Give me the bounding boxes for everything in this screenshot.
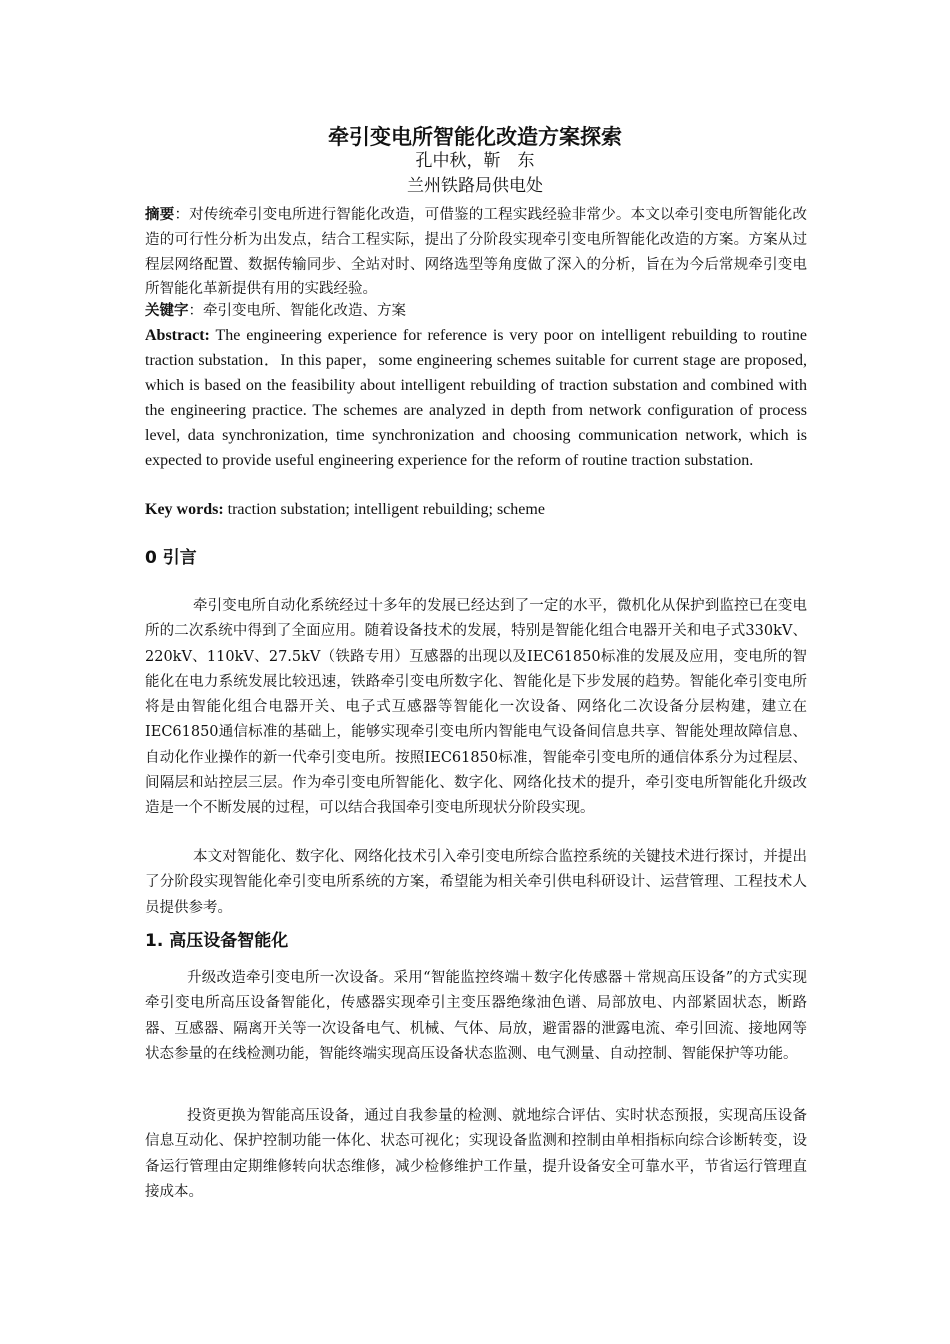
abstract-zh-label: 摘要 (145, 206, 175, 223)
keywords-en (145, 498, 807, 522)
abstract-zh-text: ：对传统牵引变电所进行智能化改造，可借鉴的工程实践经验非常少。本文以牵引变电所智能化改造的可行性分析为出发点，结合工程实际，提出了分阶段实现牵引变电所智能化改造的方案。方案从过程层网络配置、数据传输同步、全站对时、网络选型等角度做了深入的分析，旨在为今后常规牵引变电所智能化革新提供有用的实践经验。 (145, 207, 808, 298)
section-heading-introduction: 0 引言 (145, 548, 197, 568)
keywords-zh-label: 关键字 (145, 302, 189, 319)
abstract-en (145, 323, 807, 473)
paper-affiliation: 兰州铁路局供电处 (407, 176, 543, 196)
intro-paragraph-1: 牵引变电所自动化系统经过十多年的发展已经达到了一定的水平，微机化从保护到监控已在变电所的二次系统中得到了全面应用。随着设备技术的发展，特别是智能化组合电器开关和电子式330kV、220kV、110kV、27.5kV（铁路专用）互感器的出现以及IEC61850标准的发展及应用，变电所的智能化在电力系统发展比较迅速，铁路牵引变电所数字化、智能化是下步发展的趋势。智能化牵引变电所将是由智能化组合电器开关、电子式互感器等智能化一次设备、网络化二次设备分层构建，建立在IEC61850通信标准的基础上，能够实现牵引变电所内智能电气设备间信息共享、智能处理故障信息、自动化作业操作的新一代牵引变电所。按照IEC61850标准，智能牵引变电所的通信体系分为过程层、间隔层和站控层三层。作为牵引变电所智能化、数字化、网络化技术的提升，牵引变电所智能化升级改造是一个不断发展的过程，可以结合我国牵引变电所现状分阶段实现。 (145, 598, 807, 817)
keywords-zh-text: ：牵引变电所、智能化改造、方案 (188, 303, 406, 319)
section1-paragraph-1: 升级改造牵引变电所一次设备。采用“智能监控终端＋数字化传感器＋常规高压设备”的方式实现牵引变电所高压设备智能化，传感器实现牵引主变压器绝缘油色谱、局部放电、内部紧固状态，断路器、互感器、隔离开关等一次设备电气、机械、气体、局放，避雷器的泄露电流、牵引回流、接地网等状态参量的在线检测功能，智能终端实现高压设备状态监测、电气测量、自动控制、智能保护等功能。 (145, 970, 807, 1062)
keywords-en-label: Key words: (145, 501, 224, 518)
abstract-en-text: The engineering experience for reference is very poor on intelligent rebuilding to routine traction substation．In this paper，some engineering schemes suitable for current stage are proposed, which is based on the feasibility about intelligent rebuilding of traction substation and combined with the engineering practice. The schemes are analyzed in depth from network configuration of process level, data synchronization, time synchronization and choosing communication network, which is expected to provide useful engineering experience for the reform of routine traction substation. (145, 327, 807, 469)
paper-title: 牵引变电所智能化改造方案探索 (328, 125, 622, 149)
abstract-zh (145, 203, 807, 302)
section-heading-1: 1. 高压设备智能化 (145, 931, 289, 951)
keywords-zh (145, 299, 807, 323)
paper-authors: 孔中秋，靳 东 (415, 151, 535, 171)
intro-paragraph-2: 本文对智能化、数字化、网络化技术引入牵引变电所综合监控系统的关键技术进行探讨，并提出了分阶段实现智能化牵引变电所系统的方案，希望能为相关牵引供电科研设计、运营管理、工程技术人员提供参考。 (145, 849, 807, 916)
keywords-en-text: traction substation; intelligent rebuilding; scheme (223, 501, 545, 518)
abstract-en-label: Abstract: (145, 327, 210, 344)
section1-paragraph-2: 投资更换为智能高压设备，通过自我参量的检测、就地综合评估、实时状态预报，实现高压设备信息互动化、保护控制功能一体化、状态可视化；实现设备监测和控制由单相指标向综合诊断转变，设备运行管理由定期维修转向状态维修，减少检修维护工作量，提升设备安全可靠水平，节省运行管理直接成本。 (145, 1108, 807, 1200)
